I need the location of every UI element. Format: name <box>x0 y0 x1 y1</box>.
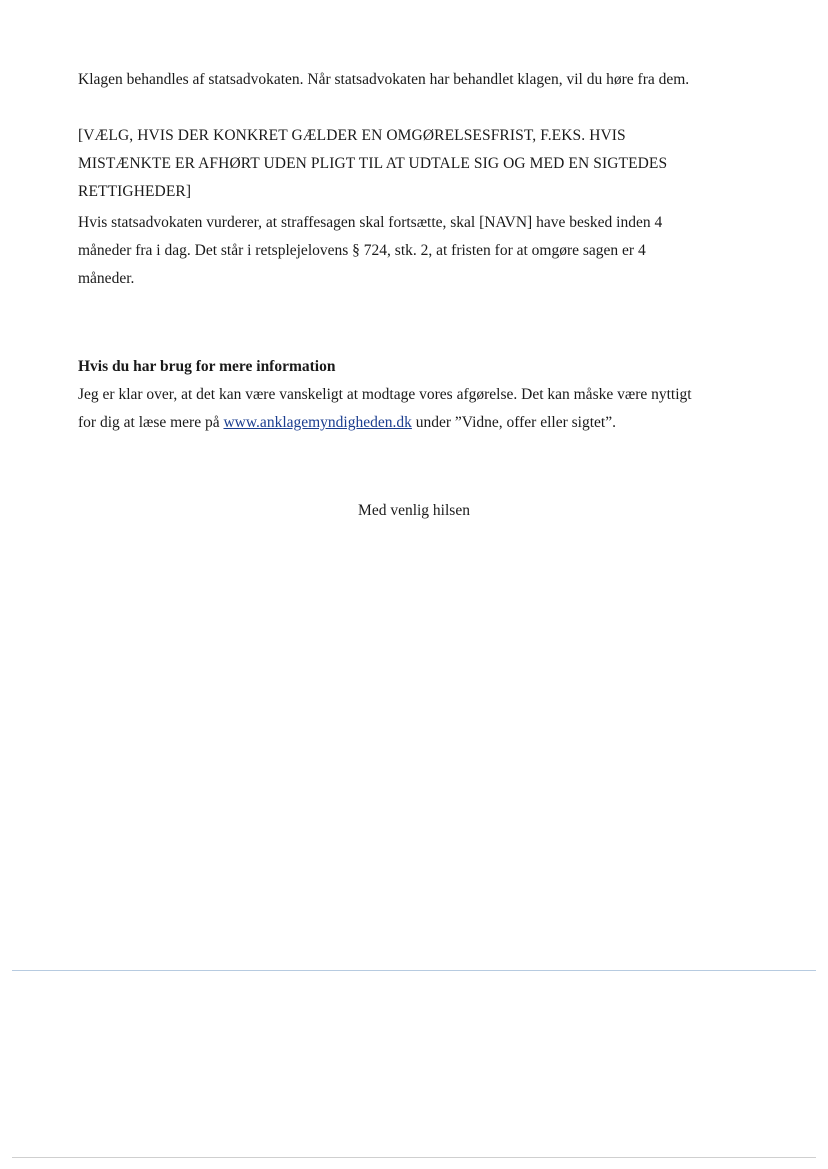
info-paragraph <box>78 381 758 437</box>
page-bottom-edge <box>12 1157 816 1158</box>
deadline-line: Hvis statsadvokaten vurderer, at straffesagen skal fortsætte, skal [NAVN] have besked inden 4 <box>78 214 663 231</box>
deadline-line: måneder. <box>78 270 135 287</box>
info-line: Jeg er klar over, at det kan være vanskeligt at modtage vores afgørelse. Det kan måske være nyttigt <box>78 386 692 403</box>
info-line-text: for dig at læse mere på <box>78 414 224 431</box>
divider-line <box>12 970 816 971</box>
placeholder-line: MISTÆNKTE ER AFHØRT UDEN PLIGT TIL AT UDTALE SIG OG MED EN SIGTEDES <box>78 155 668 172</box>
intro-paragraph: Klagen behandles af statsadvokaten. Når statsadvokaten har behandlet klagen, vil du høre fra dem. <box>78 71 690 88</box>
placeholder-line: [VÆLG, HVIS DER KONKRET GÆLDER EN OMGØRELSESFRIST, F.EKS. HVIS <box>78 127 626 144</box>
deadline-line: måneder fra i dag. Det står i retsplejelovens § 724, stk. 2, at fristen for at omgøre sagen er 4 <box>78 242 646 259</box>
info-line-text: under ”Vidne, offer eller sigtet”. <box>411 414 616 431</box>
info-line <box>78 409 758 437</box>
placeholder-line: RETTIGHEDER] <box>78 183 192 200</box>
placeholder-instruction <box>78 122 768 206</box>
info-heading: Hvis du har brug for mere information <box>78 358 336 375</box>
deadline-paragraph <box>78 209 738 293</box>
closing-salutation: Med venlig hilsen <box>358 502 470 519</box>
website-link[interactable]: www.anklagemyndigheden.dk <box>223 414 412 431</box>
